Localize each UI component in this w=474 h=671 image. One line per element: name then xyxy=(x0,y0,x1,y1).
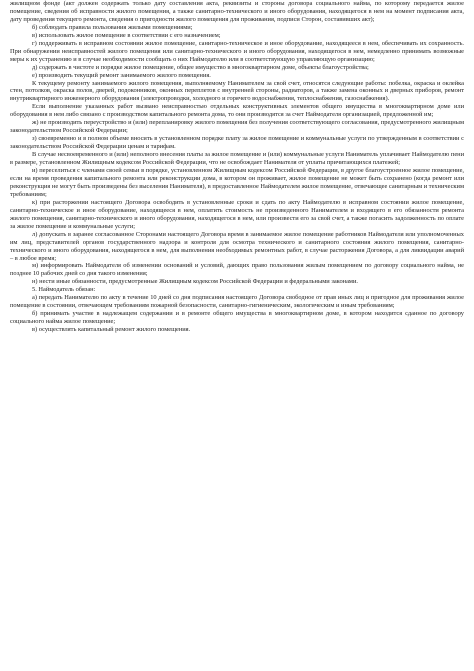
paragraph: к) при расторжении настоящего Договора освободить в установленные сроки и сдать по акту Наймодателю в исправном состоянии жилое помещение, санитарно-техническое и иное оборудование, находящееся в нем, оплатить стоимость не произведенного Нанимателем и входящего в его обязанности ремонта жилого помещения, санитарно-технического и иного оборудования, находящегося в нем, или произвести его за свой счет, а также погасить задолженность по оплате за жилое помещение и коммунальные услуги; xyxy=(10,198,464,230)
section-heading: 5. Наймодатель обязан: xyxy=(32,286,96,294)
paragraph: н) нести иные обязанности, предусмотренные Жилищным кодексом Российской Федерации и федеральными законами. xyxy=(32,278,358,286)
paragraph: в) использовать жилое помещение в соответствии с его назначением; xyxy=(32,31,221,39)
paragraph: г) поддерживать в исправном состоянии жилое помещение, санитарно-техническое и иное оборудование, находящееся в нем, обеспечивать их сохранность. При обнаружении неисправностей жилого помещения или санитарно-технического и иного оборудования, находящегося в нем, немедленно принимать возможные меры к их устранению и в случае необходимости сообщать о них Наймодателю или в соответствующую управляющую организацию; xyxy=(10,39,464,63)
paragraph: ж) не производить переустройство и (или) перепланировку жилого помещения без получения соответствующего согласования, предусмотренного жилищным законодательством Российской Федерации; xyxy=(10,119,464,135)
paragraph: е) производить текущий ремонт занимаемого жилого помещения. xyxy=(32,71,211,79)
paragraph: б) соблюдать правила пользования жилыми помещениями; xyxy=(32,23,193,31)
paragraph: В случае несвоевременного и (или) неполного внесения платы за жилое помещение и (или) коммунальные услуги Наниматель уплачивает Наймодателю пени в размере, установленном Жилищным кодексом Российской Федерации, что не освобождает Нанимателя от уплаты причитающихся платежей; xyxy=(10,151,464,167)
paragraph: б) принимать участие в надлежащем содержании и в ремонте общего имущества в многоквартирном доме, в котором находится сданное по договору социального найма жилое помещение; xyxy=(10,310,464,326)
paragraph: в) осуществлять капитальный ремонт жилого помещения. xyxy=(32,326,191,334)
paragraph: и) переселиться с членами своей семьи в порядке, установленном Жилищным кодексом Российской Федерации, в другое благоустроенное жилое помещение, если на время проведения капитального ремонта или реконструкции дома, в котором он проживает, жилое помещение не может быть сохранено (когда ремонт или реконструкция не могут быть произведены без выселения Нанимателя), в предоставленное Наймодателем жилое помещение, отвечающее санитарным и техническим требованиям; xyxy=(10,167,464,198)
paragraph: м) информировать Наймодателя об изменении оснований и условий, дающих право пользования жилым помещением по договору социального найма, не позднее 10 рабочих дней со дня такого изменения; xyxy=(10,262,464,278)
paragraph: Если выполнение указанных работ вызвано неисправностью отдельных конструктивных элементов общего имущества в многоквартирном доме или оборудования в нем либо связано с производством капитального ремонта дома, то они производятся за счет Наймодателя организацией, предложенной им; xyxy=(10,103,464,119)
paragraph: л) допускать в заранее согласованное Сторонами настоящего Договора время в занимаемое жилое помещение работников Наймодателя или уполномоченных им лиц, представителей органов государственного надзора и контроля для осмотра технического и санитарного состояния жилого помещения, санитарно-технического и иного оборудования, находящегося в нем, для выполнения необходимых ремонтных работ, в случае расторжения Договора, а для ликвидации аварий – в любое время; xyxy=(10,230,464,262)
paragraph: К текущему ремонту занимаемого жилого помещения, выполняемому Нанимателем за свой счет, относятся следующие работы: побелка, окраска и оклейка стен, потолков, окраска полов, дверей, подоконников, оконных переплетов с внутренней стороны, радиаторов, а также замена оконных и дверных приборов, ремонт внутриквартирного инженерного оборудования (электропроводки, холодного и горячего водоснабжения, теплоснабжения, газоснабжения). xyxy=(10,79,464,103)
paragraph: з) своевременно и в полном объеме вносить в установленном порядке плату за жилое помещение и коммунальные услуги по утвержденным в соответствии с законодательством Российской Федерации ценам и тарифам. xyxy=(10,135,464,151)
paragraph: жилищном фонде (акт должен содержать только дату составления акта, реквизиты и стороны договора социального найма, по которому передается жилое помещение, сведения об исправности жилого помещения, а также санитарно-технического и иного оборудования, находящегося в нем на момент подписания акта, дату проведения текущего ремонта, сведения о пригодности жилого помещения для проживания, подписи Сторон, составивших акт); xyxy=(10,0,464,23)
paragraph: а) передать Нанимателю по акту в течение 10 дней со дня подписания настоящего Договора свободное от прав иных лиц и пригодное для проживания жилое помещение в состоянии, отвечающем требованиям пожарной безопасности, санитарно-гигиеническим, экологическим и иным требованиям; xyxy=(10,294,464,310)
paragraph: д) содержать в чистоте и порядке жилое помещение, общее имущество в многоквартирном доме, объекты благоустройства; xyxy=(32,63,369,71)
